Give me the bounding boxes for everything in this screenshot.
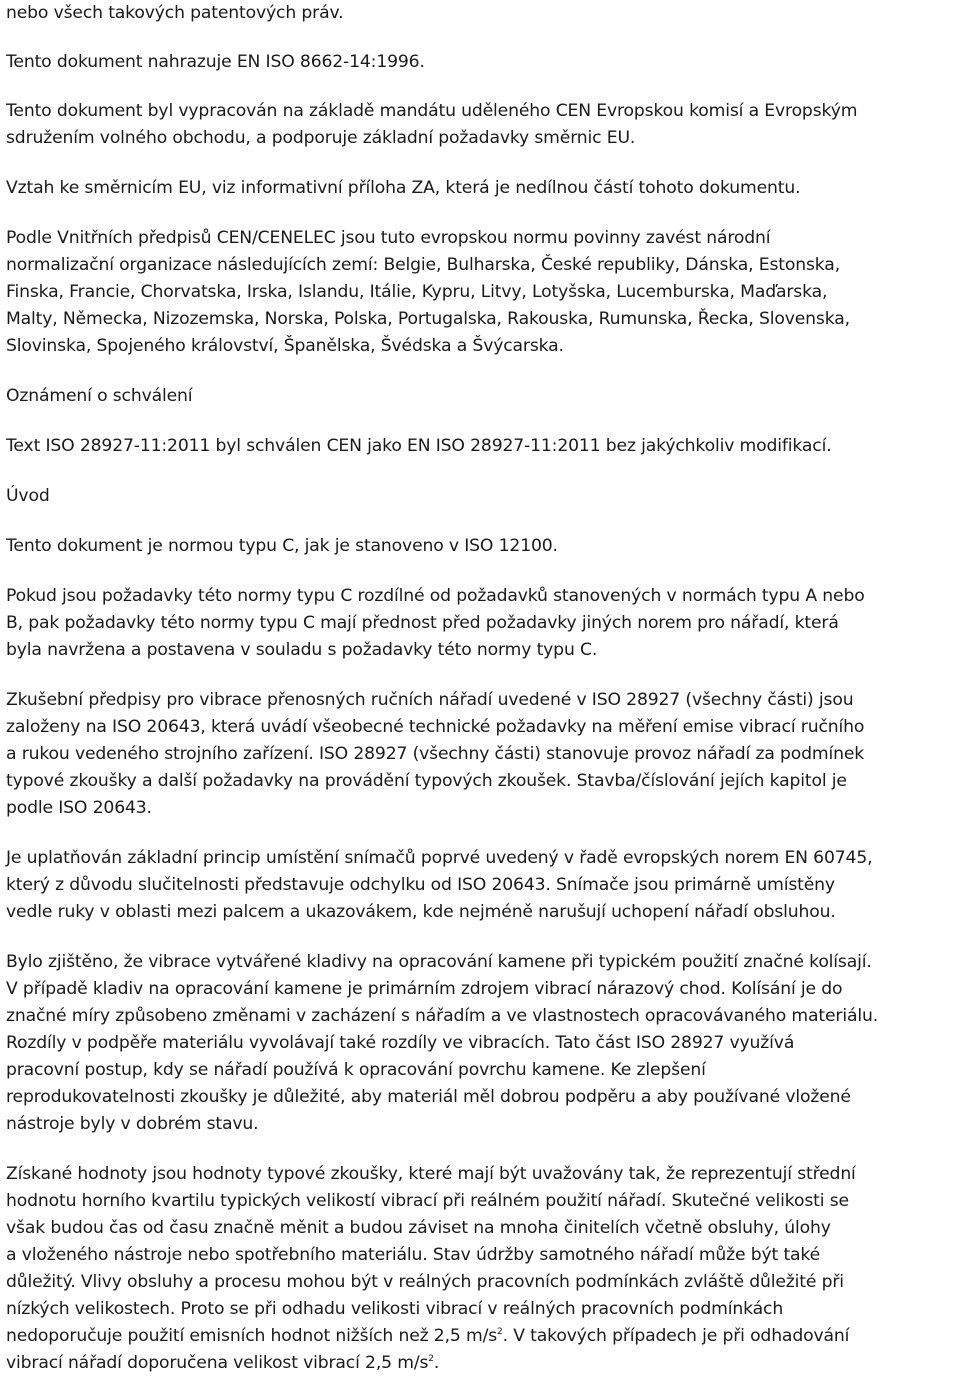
text-line: nebo všech takových patentových práv. xyxy=(6,3,344,23)
text-line: a vloženého nástroje nebo spotřebního materiálu. Stav údržby samotného nářadí může být také xyxy=(6,1245,821,1265)
text-line: Je uplatňován základní princip umístění snímačů poprvé uvedený v řadě evropských norem EN 60745, xyxy=(6,848,873,868)
text-line-with-superscript xyxy=(6,1323,960,1350)
superscript: 2 xyxy=(497,1327,503,1337)
text-line: značné míry způsobeno změnami v zacházení s nářadím a ve vlastnostech opracovávaného materiálu. xyxy=(6,1006,879,1026)
text-line: Zkušební předpisy pro vibrace přenosných ručních nářadí uvedené v ISO 28927 (všechny části) jsou xyxy=(6,690,854,710)
text-line: reprodukovatelnosti zkoušky je důležité, aby materiál měl dobrou podpěru a aby používané vložené xyxy=(6,1087,851,1107)
text-line: sdružením volného obchodu, a podporuje základní požadavky směrnic EU. xyxy=(6,128,636,148)
text-line: Slovinska, Spojeného království, Španělska, Švédska a Švýcarska. xyxy=(6,336,564,356)
text-line: který z důvodu slučitelnosti představuje odchylku od ISO 20643. Snímače jsou primárně umístěny xyxy=(6,875,835,895)
text-line: a rukou vedeného strojního zařízení. ISO 28927 (všechny části) stanovuje provoz nářadí za podmínek xyxy=(6,744,865,764)
text-line: Tento dokument nahrazuje EN ISO 8662-14:1996. xyxy=(6,52,425,72)
paragraph-obtained-values xyxy=(6,1161,960,1377)
text-line: B, pak požadavky této normy typu C mají přednost před požadavky jiných norem pro nářadí, která xyxy=(6,613,839,633)
text-fragment: . xyxy=(433,1353,440,1373)
text-line: Rozdíly v podpěře materiálu vyvolávají také rozdíly ve vibracích. Tato část ISO 28927 využívá xyxy=(6,1033,795,1053)
text-line: nízkých velikostech. Proto se při odhadu velikosti vibrací v reálných pracovních podmínkách xyxy=(6,1299,784,1319)
text-line: Vztah ke směrnicím EU, viz informativní příloha ZA, která je nedílnou částí tohoto dokumentu. xyxy=(6,178,801,198)
paragraph-type-c xyxy=(6,533,960,560)
paragraph-supersedes xyxy=(6,49,960,76)
paragraph-variation xyxy=(6,949,960,1138)
superscript: 2 xyxy=(428,1354,434,1364)
paragraph-patent-rights xyxy=(6,0,960,27)
text-line: vedle ruky v oblasti mezi palcem a ukazovákem, kde nejméně narušují uchopení nářadí obsluhou. xyxy=(6,902,836,922)
heading-introduction xyxy=(6,483,960,510)
heading-endorsement-notice xyxy=(6,383,960,410)
text-line: založeny na ISO 20643, která uvádí všeobecné technické požadavky na měření emise vibrací ručního xyxy=(6,717,865,737)
paragraph-mandate xyxy=(6,98,960,152)
text-line: V případě kladiv na opracování kamene je primárním zdrojem vibrací nárazový chod. Kolísání je do xyxy=(6,979,843,999)
text-line: Finska, Francie, Chorvatska, Irska, Islandu, Itálie, Kypru, Litvy, Lotyšska, Lucemburska, Maďarska, xyxy=(6,282,828,302)
text-fragment: . V takových případech je při odhadování xyxy=(502,1326,850,1346)
text-line: byla navržena a postavena v souladu s požadavky této normy typu C. xyxy=(6,640,598,660)
text-line: pracovní postup, kdy se nářadí používá k opracování povrchu kamene. Ke zlepšení xyxy=(6,1060,706,1080)
text-line: Bylo zjištěno, že vibrace vytvářené kladivy na opracování kamene při typickém použití značné kolísají. xyxy=(6,952,872,972)
text-line: Tento dokument je normou typu C, jak je stanoveno v ISO 12100. xyxy=(6,536,558,556)
text-line: normalizační organizace následujících zemí: Belgie, Bulharska, České republiky, Dánska, Estonska, xyxy=(6,255,841,275)
paragraph-eu-directives xyxy=(6,175,960,202)
text-fragment: vibrací nářadí doporučena velikost vibrací 2,5 m/s xyxy=(6,1353,429,1373)
text-fragment: nedoporučuje použití emisních hodnot nižších než 2,5 m/s xyxy=(6,1326,498,1346)
text-line: však budou čas od času značně měnit a budou záviset na mnoha činitelích včetně obsluhy, úlohy xyxy=(6,1218,831,1238)
text-line: Oznámení o schválení xyxy=(6,386,193,406)
paragraph-transducer-position xyxy=(6,845,960,926)
text-line: důležitý. Vlivy obsluhy a procesu mohou být v reálných pracovních podmínkách zvláště důležité při xyxy=(6,1272,844,1292)
paragraph-type-c-precedence xyxy=(6,583,960,664)
text-line: Podle Vnitřních předpisů CEN/CENELEC jsou tuto evropskou normu povinny zavést národní xyxy=(6,228,771,248)
document-body xyxy=(6,0,960,1400)
text-line: Text ISO 28927-11:2011 byl schválen CEN jako EN ISO 28927-11:2011 bez jakýchkoliv modifikací. xyxy=(6,436,832,456)
text-line: nástroje byly v dobrém stavu. xyxy=(6,1114,259,1134)
text-line: hodnotu horního kvartilu typických velikostí vibrací při reálném použití nářadí. Skutečné velikosti se xyxy=(6,1191,849,1211)
text-line-with-superscript xyxy=(6,1350,960,1377)
text-line: Úvod xyxy=(6,486,50,506)
text-line: Malty, Německa, Nizozemska, Norska, Polska, Portugalska, Rakouska, Rumunska, Řecka, Slovenska, xyxy=(6,309,850,329)
paragraph-endorsement xyxy=(6,433,960,460)
text-line: podle ISO 20643. xyxy=(6,798,152,818)
text-line: Získané hodnoty jsou hodnoty typové zkoušky, které mají být uvažovány tak, že reprezentují střední xyxy=(6,1164,856,1184)
paragraph-cen-cenelec xyxy=(6,225,960,360)
text-line: Pokud jsou požadavky této normy typu C rozdílné od požadavků stanovených v normách typu A nebo xyxy=(6,586,865,606)
text-line: typové zkoušky a další požadavky na provádění typových zkoušek. Stavba/číslování jejích kapitol je xyxy=(6,771,847,791)
text-line: Tento dokument byl vypracován na základě mandátu uděleného CEN Evropskou komisí a Evropským xyxy=(6,101,858,121)
paragraph-test-codes xyxy=(6,687,960,822)
